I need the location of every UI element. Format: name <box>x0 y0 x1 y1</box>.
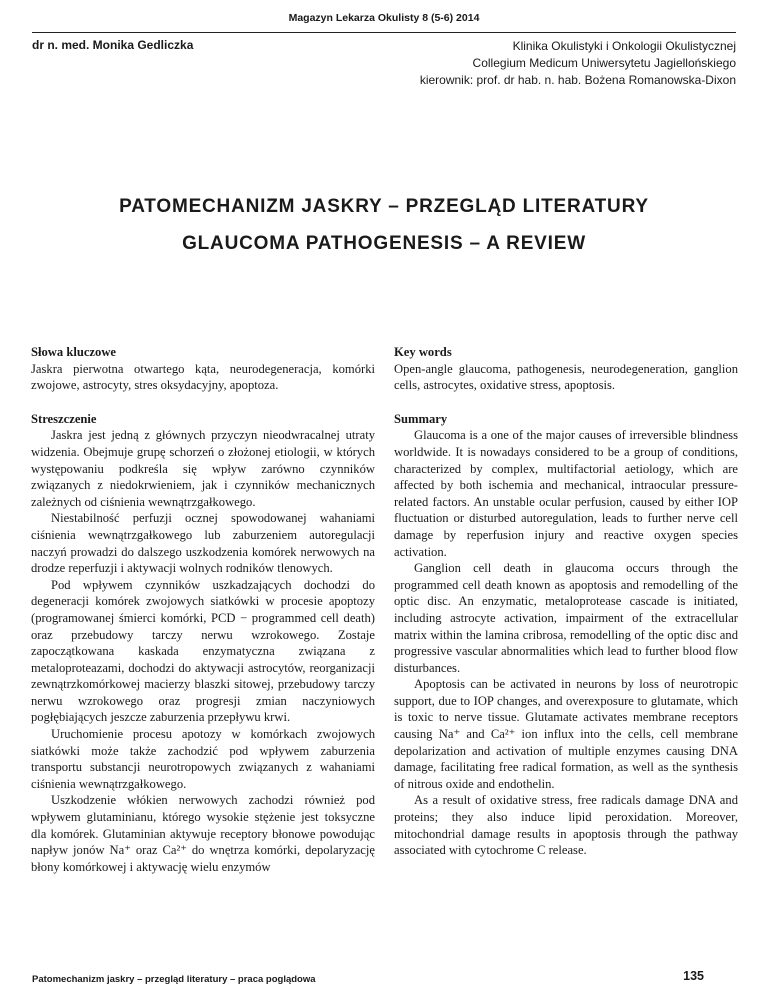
journal-header: Magazyn Lekarza Okulisty 8 (5-6) 2014 <box>288 12 480 24</box>
affiliation-line: kierownik: prof. dr hab. n. hab. Bożena Romanowska-Dixon <box>419 73 736 87</box>
abstract-heading-en: Summary <box>394 411 448 426</box>
abstract-paragraph-en: As a result of oxidative stress, free radicals damage DNA and proteins; they also induce lipid peroxidation. Moreover, mitochondrial damage results in apoptosis through the pathway associated with cytochrome C release. <box>394 793 738 858</box>
footer-running-title: Patomechanizm jaskry – przegląd literatury – praca poglądowa <box>32 974 316 985</box>
affiliation-block <box>420 38 736 89</box>
abstract-paragraph-en: Apoptosis can be activated in neurons by loss of neurotropic support, due to IOP changes, and overexposure to glutamate, which is toxic to nerve tissue. Glutamate activates membrane receptors causing Na⁺ and Ca²⁺ ion influx into the cells, cell membrane depolarization and activation of multiple enzymes causing DNA damage, facilitating free radical formation, as well as the synthesis of nitrous oxide and endothelin. <box>394 677 738 791</box>
affiliation-line: Collegium Medicum Uniwersytetu Jagiellońskiego <box>472 56 736 70</box>
keywords-heading-pl: Słowa kluczowe <box>31 345 117 359</box>
title-english: GLAUCOMA PATHOGENESIS – A REVIEW <box>182 233 586 254</box>
keywords-pl: Jaskra pierwotna otwartego kąta, neurodegeneracja, komórki zwojowe, astrocyty, stres oksydacyjny, apoptoza. <box>31 361 375 393</box>
abstract-paragraph-en: Ganglion cell death in glaucoma occurs through the programmed cell death known as apoptosis and remodelling of the optic disc. An enzymatic, metaloprotease cascade is initiated, including astrocyte activation, impairment of the extracellular matrix within the lamina cribrosa, remodelling of the optic disc and progressive vascular abnormalities which lead to further blood flow disturbances. <box>394 561 738 675</box>
title-polish: PATOMECHANIZM JASKRY – PRZEGLĄD LITERATURY <box>119 196 649 217</box>
abstract-paragraph-en: Glaucoma is a one of the major causes of irreversible blindness worldwide. It is nowadays considered to be a group of conditions, characterized by complex, multifactorial aetiology, which are affected by both ischemia and mechanical, intraocular pressure-related factors. An unstable ocular perfusion, caused by either IOP fluctuation or disturbed autoregulation, leads to further nerve cell damage by reperfusion injury and reactive oxygen species activation. <box>394 428 738 559</box>
keywords-en: Open-angle glaucoma, pathogenesis, neurodegeneration, ganglion cells, astrocytes, oxidative stress, apoptosis. <box>394 361 738 393</box>
abstract-paragraph-pl: Niestabilność perfuzji ocznej spowodowanej wahaniami ciśnienia wewnątrzgałkowego lub zaburzeniem autoregulacji naczyń prowadzi do dalszego uszkodzenia komórek nerwowych na drodze reperfuzji i aktywacji wolnych rodników tlenowych. <box>31 511 375 576</box>
affiliation-line: Klinika Okulistyki i Onkologii Okulistycznej <box>512 39 736 53</box>
abstract-heading-pl: Streszczenie <box>31 411 97 426</box>
header-divider <box>32 32 736 33</box>
author-name: dr n. med. Monika Gedliczka <box>32 38 194 52</box>
keywords-heading-en: Key words <box>394 345 452 359</box>
abstract-paragraph-pl: Uszkodzenie włókien nerwowych zachodzi również pod wpływem glutaminianu, którego wysokie stężenie jest toksyczne dla komórek. Glutaminian aktywuje receptory błonowe powodując napływ jonów Na⁺ oraz Ca²⁺ do wnętrza komórki, depolaryzację błony komórkowej i aktywację wielu enzymów <box>31 793 375 874</box>
abstract-paragraph-pl: Jaskra jest jedną z głównych przyczyn nieodwracalnej utraty widzenia. Obejmuje grupę schorzeń o złożonej etiologii, w których występowaniu podkreśla się wpływ zarówno czynników związanych z niedokrwieniem, jak i czynników mechanicznych zależnych od ciśnienia wewnątrzgałkowego. <box>31 428 375 509</box>
page-number: 135 <box>683 969 704 983</box>
abstract-paragraph-pl: Uruchomienie procesu apotozy w komórkach zwojowych siatkówki może także zachodzić pod wpływem zaburzenia transportu substancji neurotropowych związanych z wahaniami ciśnienia wewnątrzgałkowego. <box>31 727 375 791</box>
left-column-polish <box>31 344 375 875</box>
right-column-english <box>394 344 738 859</box>
abstract-paragraph-pl: Pod wpływem czynników uszkadzających dochodzi do degeneracji komórek zwojowych siatkówki w procesie apoptozy (programowanej śmierci komórki, PCD − programmed cell death) oraz przebudowy tarczy nerwu wzrokowego. Zostaje zapoczątkowana kaskada enzymatyczna związana z metaloproteazami, dochodzi do aktywacji astrocytów, reorganizacji zewnątrzkomórkowej macierzy blaszki sitowej, przebudowy tarczy nerwu wzrokowego oraz progresji zmian naczyniowych pogłębiających jeszcze zaburzenia przepływu krwi. <box>31 577 375 725</box>
